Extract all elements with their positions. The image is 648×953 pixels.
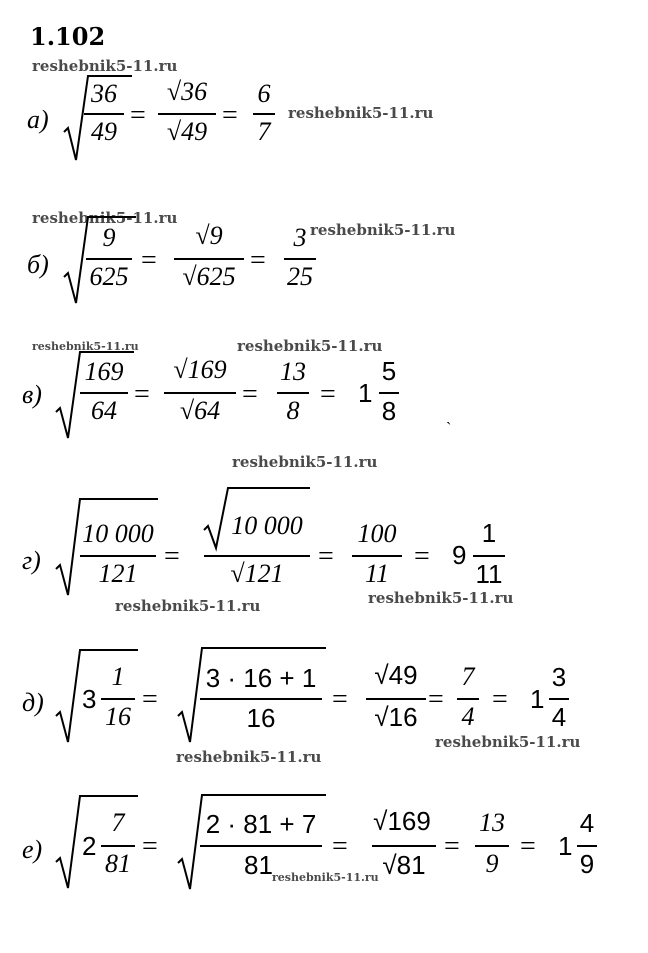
row-d-sqrt-num: √49 (374, 660, 418, 690)
row-d-frac-den: 16 (105, 702, 131, 731)
row-e-radicand-den: 81 (244, 850, 273, 880)
watermark: reshebnik5-11.ru (115, 597, 261, 615)
watermark: reshebnik5-11.ru (32, 57, 178, 75)
fraction-bar (475, 845, 509, 847)
row-b-radicand-den: 625 (89, 262, 129, 291)
row-d-radicand-num: 3 · 16 + 1 (205, 663, 317, 693)
row-e-radicand-num: 2 · 81 + 7 (205, 809, 317, 839)
fraction-bar (174, 258, 244, 260)
row-v-sqrt-den: √64 (179, 396, 221, 425)
row-g-result-den: 11 (364, 559, 390, 588)
fraction-bar (164, 392, 236, 394)
row-b-sqrt-den: √625 (182, 262, 236, 291)
row-a-radicand-den: 49 (91, 117, 117, 146)
stray-mark: ˋ (446, 420, 452, 437)
row-d-radicand-den: 16 (246, 703, 276, 733)
fraction-bar (80, 555, 156, 557)
row-d-label: д) (22, 688, 44, 717)
row-b-result-den: 25 (287, 262, 313, 291)
equals-sign: = (250, 245, 266, 276)
equals-sign: = (318, 541, 334, 572)
equals-sign: = (141, 245, 157, 276)
fraction-bar (200, 698, 322, 700)
row-g-result-num: 100 (357, 519, 397, 548)
equals-sign: = (332, 684, 348, 715)
row-v-mixed-den: 8 (381, 396, 397, 426)
row-b-label: б) (27, 250, 49, 279)
equals-sign: = (242, 379, 258, 410)
row-d-mixed-num: 3 (551, 662, 567, 692)
row-g-mixed-num: 1 (481, 518, 497, 548)
problem-number: 1.102 (30, 22, 106, 51)
row-v-mixed-whole: 1 (358, 378, 373, 408)
row-b-radicand-num: 9 (102, 223, 116, 252)
fraction-bar (253, 113, 275, 115)
watermark: reshebnik5-11.ru (232, 453, 378, 471)
fraction-bar (200, 845, 322, 847)
row-e-sqrt-num: √169 (373, 806, 431, 836)
row-e-mixed-num: 4 (579, 808, 595, 838)
row-v-radicand-num: 169 (84, 357, 124, 386)
row-g-radicand-den: 121 (98, 559, 138, 588)
equals-sign: = (320, 379, 336, 410)
equals-sign: = (520, 831, 536, 862)
row-e-sqrt-den: √81 (382, 850, 426, 880)
row-g-mixed-whole: 9 (452, 540, 467, 570)
watermark: reshebnik5-11.ru (288, 104, 434, 122)
watermark: reshebnik5-11.ru (272, 871, 379, 884)
fraction-bar (379, 392, 399, 394)
row-d-sqrt-den: √16 (374, 702, 418, 732)
equals-sign: = (134, 379, 150, 410)
equals-sign: = (492, 684, 508, 715)
fraction-bar (277, 392, 309, 394)
fraction-bar (101, 698, 135, 700)
row-d-result-num: 7 (461, 662, 475, 691)
equals-sign: = (428, 684, 444, 715)
row-d-whole: 3 (82, 684, 97, 714)
row-v-result-den: 8 (286, 396, 300, 425)
fraction-bar (158, 113, 216, 115)
row-d-result-den: 4 (461, 702, 475, 731)
row-v-mixed-num: 5 (381, 356, 397, 386)
equals-sign: = (142, 684, 158, 715)
equals-sign: = (444, 831, 460, 862)
row-a-radicand-num: 36 (91, 79, 117, 108)
row-e-result-num: 13 (479, 808, 505, 837)
fraction-bar (284, 258, 316, 260)
fraction-bar (204, 555, 310, 557)
equals-sign: = (222, 100, 238, 131)
row-v-radicand-den: 64 (91, 396, 117, 425)
row-e-frac-den: 81 (105, 849, 131, 878)
fraction-bar (457, 698, 479, 700)
row-v-label: в) (22, 380, 42, 409)
equals-sign: = (414, 541, 430, 572)
fraction-bar (84, 113, 124, 115)
row-g-label: г) (22, 546, 41, 575)
watermark: reshebnik5-11.ru (176, 748, 322, 766)
equals-sign: = (332, 831, 348, 862)
row-e-result-den: 9 (485, 849, 499, 878)
fraction-bar (473, 555, 505, 557)
row-v-sqrt-num: √169 (173, 355, 227, 384)
watermark: reshebnik5-11.ru (368, 589, 514, 607)
watermark: reshebnik5-11.ru (435, 733, 581, 751)
row-g-sqrt-den: √121 (230, 559, 284, 588)
fraction-bar (577, 845, 597, 847)
equals-sign: = (130, 100, 146, 131)
fraction-bar (366, 698, 426, 700)
row-d-mixed-den: 4 (551, 702, 567, 732)
fraction-bar (549, 698, 569, 700)
row-d-frac-num: 1 (111, 662, 125, 691)
watermark: reshebnik5-11.ru (32, 209, 178, 227)
row-v-result-num: 13 (280, 357, 306, 386)
row-e-mixed-den: 9 (579, 849, 595, 879)
watermark: reshebnik5-11.ru (32, 340, 139, 353)
row-g-mixed-den: 11 (475, 559, 503, 589)
row-g-radicand-num: 10 000 (82, 519, 154, 548)
row-e-label: е) (22, 835, 43, 864)
fraction-bar (101, 845, 135, 847)
watermark: reshebnik5-11.ru (237, 337, 383, 355)
watermark: reshebnik5-11.ru (310, 221, 456, 239)
row-d-mixed-whole: 1 (530, 684, 545, 714)
fraction-bar (86, 258, 132, 260)
row-g-sqrt-num: 10 000 (231, 511, 303, 540)
fraction-bar (352, 555, 402, 557)
equals-sign: = (142, 831, 158, 862)
row-e-frac-num: 7 (111, 808, 125, 837)
fraction-bar (372, 845, 436, 847)
row-e-whole: 2 (82, 831, 97, 861)
row-e-mixed-whole: 1 (558, 831, 573, 861)
row-a-result-den: 7 (257, 117, 271, 146)
equals-sign: = (164, 541, 180, 572)
row-b-sqrt-num: √9 (195, 221, 223, 250)
row-a-label: а) (27, 105, 49, 134)
row-a-sqrt-den: √49 (166, 117, 208, 146)
fraction-bar (80, 392, 128, 394)
row-a-sqrt-num: √36 (166, 77, 208, 106)
row-a-result-num: 6 (257, 79, 271, 108)
row-b-result-num: 3 (293, 223, 307, 252)
